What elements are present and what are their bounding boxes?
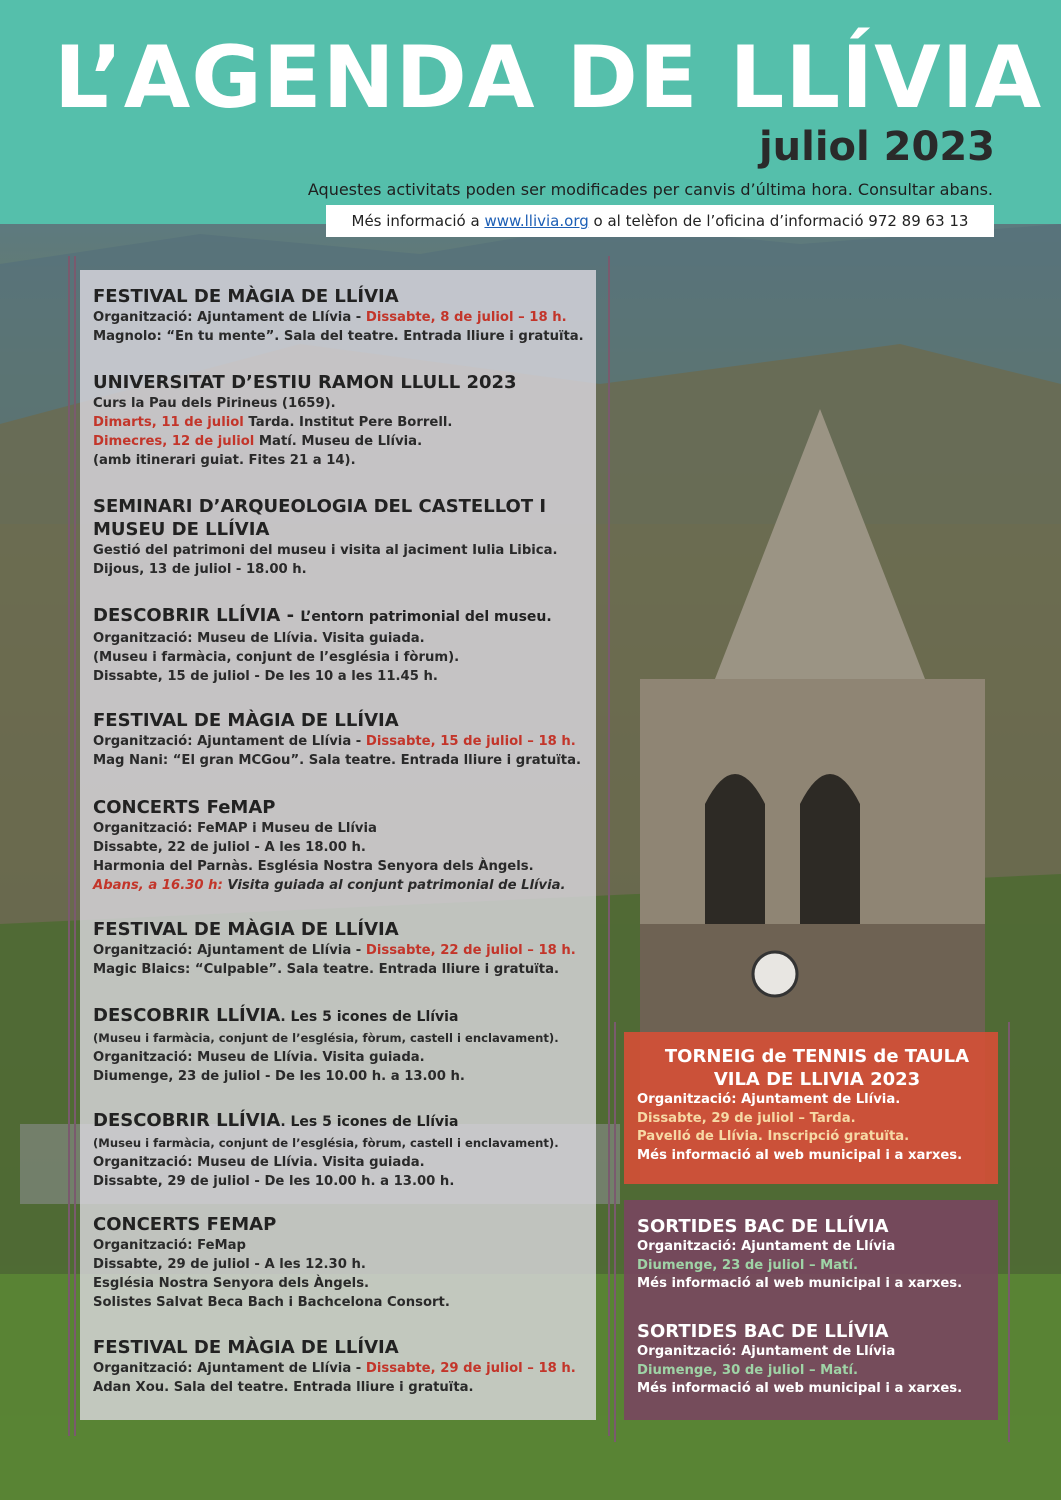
event-desc: (Museu i farmàcia, conjunt de l’església i fòrum). (93, 650, 460, 665)
event-magic-4 (93, 1336, 593, 1397)
event-university (93, 371, 593, 470)
decor-line (614, 1022, 616, 1442)
header-band (0, 0, 1061, 224)
event-bac-2 (637, 1320, 997, 1399)
event-title: MUSEU DE LLÍVIA (93, 519, 270, 540)
event-discover-1 (93, 604, 593, 686)
event-title: FESTIVAL DE MÀGIA DE LLÍVIA (93, 919, 399, 940)
event-date: Diumenge, 23 de juliol - De les 10.00 h. a 13.00 h. (93, 1069, 465, 1084)
event-date: Dimecres, 12 de juliol (93, 434, 255, 449)
event-line: Matí. Museu de Llívia. (254, 434, 423, 449)
event-subtitle: L’entorn patrimonial del museu. (300, 609, 552, 625)
event-desc: Gestió del patrimoni del museu i visita al jaciment Iulia Libica. (93, 543, 558, 558)
info-prefix: Més informació a (351, 212, 485, 230)
event-org: Organització: FeMap (93, 1238, 246, 1253)
event-date: Dissabte, 29 de juliol - De les 10.00 h. a 13.00 h. (93, 1174, 455, 1189)
event-desc: Mag Nani: “El gran MCGou”. Sala teatre. Entrada lliure i gratuïta. (93, 753, 582, 768)
event-subtitle: . Les 5 icones de Llívia (280, 1114, 459, 1130)
event-line: Curs la Pau dels Pirineus (1659). (93, 396, 336, 411)
event-discover-3 (93, 1109, 593, 1191)
event-desc: Solistes Salvat Beca Bach i Bachcelona Consort. (93, 1295, 450, 1310)
event-desc: Magic Blaics: “Culpable”. Sala teatre. Entrada lliure i gratuïta. (93, 962, 559, 977)
website-link[interactable]: www.llivia.org (484, 212, 589, 230)
event-concert-2 (93, 1213, 593, 1312)
event-title: CONCERTS FeMAP (93, 797, 276, 818)
event-org: Organització: Ajuntament de Llívia - (93, 310, 366, 325)
event-bac-1 (637, 1215, 997, 1294)
tennis-org: Organització: Ajuntament de Llívia. (637, 1092, 901, 1107)
info-suffix: o al telèfon de l’oficina d’informació 972 89 63 13 (588, 212, 969, 230)
tennis-title: VILA DE LLIVIA 2023 (713, 1069, 921, 1090)
event-title: CONCERTS FEMAP (93, 1214, 277, 1235)
event-org: Organització: Museu de Llívia. Visita guiada. (93, 1050, 425, 1065)
event-title: SEMINARI D’ARQUEOLOGIA DEL CASTELLOT I (93, 496, 547, 517)
event-date: Dissabte, 8 de juliol – 18 h. (365, 310, 567, 325)
event-magic-2 (93, 709, 593, 770)
event-magic-3 (93, 918, 593, 979)
tennis-date: Dissabte, 29 de juliol – Tarda. (637, 1110, 856, 1126)
event-date: Dissabte, 29 de juliol – 18 h. (365, 1361, 576, 1376)
event-line: (amb itinerari guiat. Fites 21 a 14). (93, 453, 356, 468)
event-date: Dissabte, 22 de juliol - A les 18.00 h. (93, 840, 366, 855)
bac-date: Diumenge, 23 de juliol – Matí. (637, 1257, 858, 1273)
event-date: Dissabte, 22 de juliol – 18 h. (365, 943, 576, 958)
event-title: FESTIVAL DE MÀGIA DE LLÍVIA (93, 710, 399, 731)
event-desc: Adan Xou. Sala del teatre. Entrada lliure i gratuïta. (93, 1380, 474, 1395)
page-title: L’AGENDA DE LLÍVIA (54, 28, 1043, 128)
event-desc: Harmonia del Parnàs. Església Nostra Senyora dels Àngels. (93, 859, 534, 874)
event-discover-2 (93, 1004, 593, 1086)
event-note: Visita guiada al conjunt patrimonial de Llívia. (222, 878, 566, 893)
bac-more: Més informació al web municipal i a xarxes. (637, 1381, 963, 1396)
event-subtitle: . Les 5 icones de Llívia (280, 1009, 459, 1025)
event-date: Dissabte, 15 de juliol - De les 10 a les 11.45 h. (93, 669, 438, 684)
tennis-place: Pavelló de Llívia. Inscripció gratuïta. (637, 1129, 910, 1144)
decor-line (608, 256, 610, 1436)
event-seminar (93, 495, 593, 579)
event-concert-1 (93, 796, 593, 895)
bac-org: Organització: Ajuntament de Llívia (637, 1239, 896, 1254)
event-org: Organització: Ajuntament de Llívia - (93, 943, 366, 958)
event-note-time: Abans, a 16.30 h: (93, 878, 223, 893)
event-title: FESTIVAL DE MÀGIA DE LLÍVIA (93, 286, 399, 307)
tennis-more: Més informació al web municipal i a xarxes. (637, 1147, 963, 1163)
event-desc: Església Nostra Senyora dels Àngels. (93, 1276, 370, 1291)
tennis-title: TORNEIG de TENNIS de TAULA (664, 1046, 970, 1067)
event-title: DESCOBRIR LLÍVIA (93, 1110, 281, 1131)
event-desc: (Museu i farmàcia, conjunt de l’església, fòrum, castell i enclavament). (93, 1136, 559, 1150)
decor-line (74, 256, 76, 1436)
bac-date: Diumenge, 30 de juliol – Matí. (637, 1362, 858, 1378)
bac-title: SORTIDES BAC DE LLÍVIA (637, 1216, 889, 1237)
decor-line (1008, 1022, 1010, 1442)
event-date: Dissabte, 29 de juliol - A les 12.30 h. (93, 1257, 366, 1272)
event-magic-1 (93, 285, 593, 346)
event-date: Dijous, 13 de juliol - 18.00 h. (93, 562, 307, 577)
event-org: Organització: FeMAP i Museu de Llívia (93, 821, 377, 836)
event-title: DESCOBRIR LLÍVIA - (93, 605, 301, 626)
bac-org: Organització: Ajuntament de Llívia (637, 1344, 896, 1359)
event-tennis (637, 1045, 997, 1165)
decor-line (68, 256, 70, 1436)
event-title: UNIVERSITAT D’ESTIU RAMON LLULL 2023 (93, 372, 517, 393)
event-date: Dissabte, 15 de juliol – 18 h. (365, 734, 576, 749)
event-date: Dimarts, 11 de juliol (93, 415, 244, 430)
event-org: Organització: Ajuntament de Llívia - (93, 734, 366, 749)
event-org: Organització: Museu de Llívia. Visita guiada. (93, 631, 425, 646)
event-title: DESCOBRIR LLÍVIA (93, 1005, 281, 1026)
bac-more: Més informació al web municipal i a xarxes. (637, 1276, 963, 1291)
month-label: juliol 2023 (758, 124, 995, 170)
event-org: Organització: Ajuntament de Llívia - (93, 1361, 366, 1376)
notice-text: Aquestes activitats poden ser modificades per canvis d’última hora. Consultar abans. (307, 180, 993, 199)
event-org: Organització: Museu de Llívia. Visita guiada. (93, 1155, 425, 1170)
event-line: Tarda. Institut Pere Borrell. (243, 415, 453, 430)
info-bar (326, 205, 994, 237)
event-desc: Magnolo: “En tu mente”. Sala del teatre. Entrada lliure i gratuïta. (93, 329, 584, 344)
clock-icon (753, 952, 797, 996)
event-title: FESTIVAL DE MÀGIA DE LLÍVIA (93, 1337, 399, 1358)
bac-title: SORTIDES BAC DE LLÍVIA (637, 1321, 889, 1342)
event-desc: (Museu i farmàcia, conjunt de l’església, fòrum, castell i enclavament). (93, 1031, 559, 1045)
